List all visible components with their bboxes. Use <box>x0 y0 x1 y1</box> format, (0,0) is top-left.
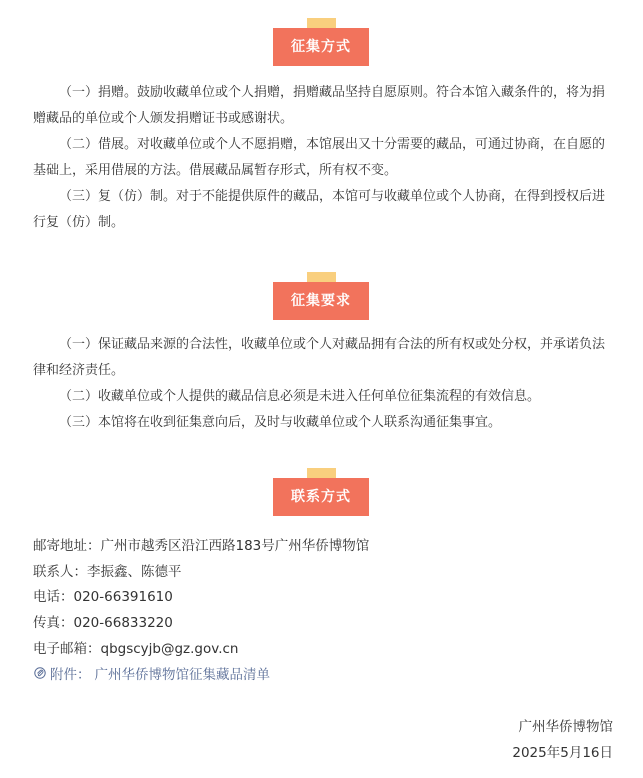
attachment-label: 附件： <box>50 667 91 683</box>
contact-phone: 电话：020-66391610 <box>33 589 173 605</box>
signature-org: 广州华侨博物馆 <box>518 719 613 735</box>
contact-email: 电子邮箱：qbgscyjb@gz.gov.cn <box>33 641 239 657</box>
paragraph: （三）本馆将在收到征集意向后，及时与收藏单位或个人联系沟通征集事宜。 <box>59 415 502 430</box>
section-header-contact <box>0 468 643 528</box>
contact-person: 联系人：李振鑫、陈德平 <box>33 564 182 580</box>
section-title: 征集要求 <box>273 282 369 320</box>
section-header-method <box>0 18 643 78</box>
section-title: 联系方式 <box>273 478 369 516</box>
section-body-requirements <box>33 332 613 436</box>
paragraph: （二）借展。对收藏单位或个人不愿捐赠，本馆展出又十分需要的藏品，可通过协商，在自愿的基础上，采用借展的方法。借展藏品属暂存形式，所有权不变。 <box>33 137 606 178</box>
section-body-method <box>33 80 613 236</box>
signature-date: 2025年5月16日 <box>512 745 613 761</box>
section-title: 征集方式 <box>273 28 369 66</box>
contact-fax: 传真：020-66833220 <box>33 615 173 631</box>
attachment-title[interactable]: 广州华侨博物馆征集藏品清单 <box>94 667 270 683</box>
attachment-link[interactable] <box>34 662 270 688</box>
paragraph: （一）捐赠。鼓励收藏单位或个人捐赠，捐赠藏品坚持自愿原则。符合本馆入藏条件的，将为捐赠藏品的单位或个人颁发捐赠证书或感谢状。 <box>33 85 606 126</box>
section-header-requirements <box>0 272 643 332</box>
paperclip-icon <box>34 662 50 688</box>
paragraph: （二）收藏单位或个人提供的藏品信息必须是未进入任何单位征集流程的有效信息。 <box>59 389 541 404</box>
paragraph: （三）复（仿）制。对于不能提供原件的藏品，本馆可与收藏单位或个人协商，在得到授权后进行复（仿）制。 <box>33 189 606 230</box>
contact-address: 邮寄地址：广州市越秀区沿江西路183号广州华侨博物馆 <box>33 538 370 554</box>
paragraph: （一）保证藏品来源的合法性，收藏单位或个人对藏品拥有合法的所有权或处分权，并承诺负法律和经济责任。 <box>33 337 606 378</box>
